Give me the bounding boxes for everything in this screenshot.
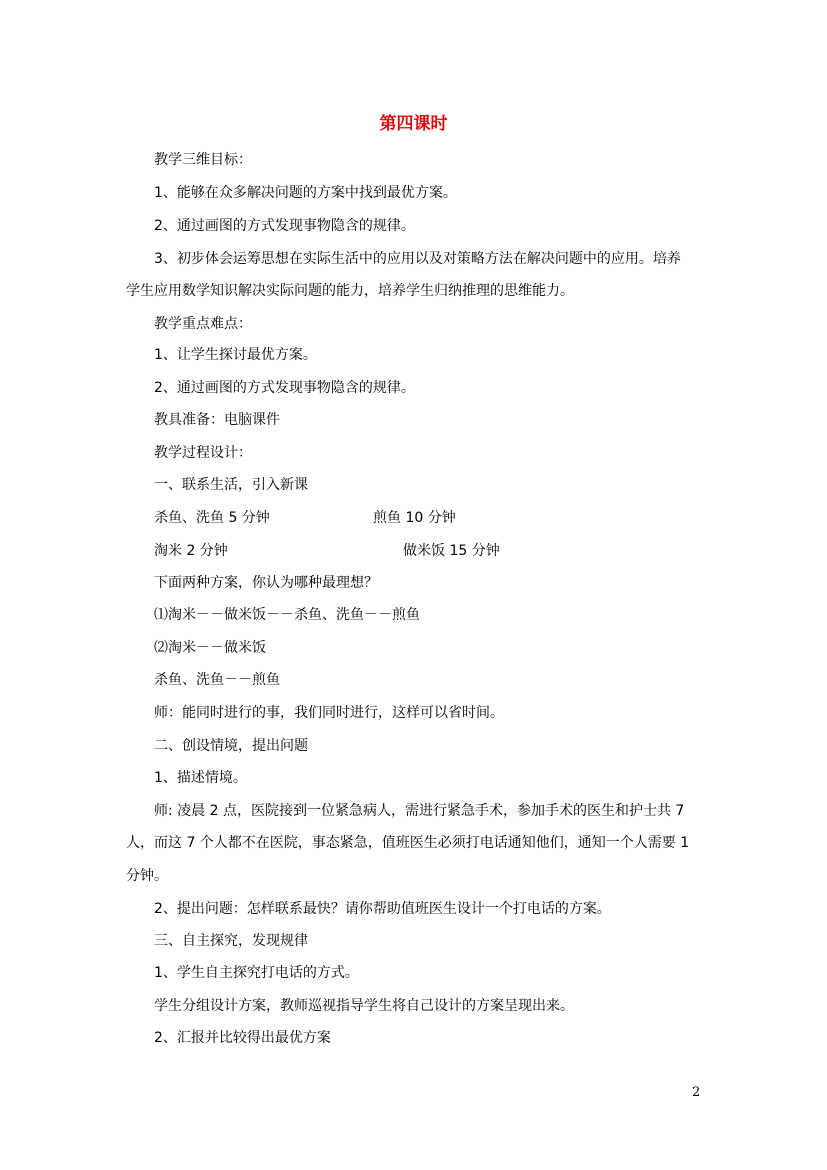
paragraph: 下面两种方案，你认为哪种最理想？ (154, 575, 378, 591)
paragraph: 教具准备：电脑课件 (154, 412, 280, 428)
paragraph: 师：能同时进行的事，我们同时进行，这样可以省时间。 (154, 705, 504, 721)
section-heading: 一、联系生活，引入新课 (154, 477, 308, 493)
task-item: 煎鱼 10 分钟 (373, 510, 456, 526)
paragraph: 1、能够在众多解决问题的方案中找到最优方案。 (154, 185, 457, 201)
paragraph-continuation: 人，而这 7 个人都不在医院，事态紧急，值班医生必须打电话通知他们，通知一个人需要 1 (126, 835, 690, 851)
paragraph: 教学重点难点： (154, 316, 252, 332)
paragraph: 2、提出问题：怎样联系最快？请你帮助值班医生设计一个打电话的方案。 (154, 901, 611, 917)
paragraph: 1、让学生探讨最优方案。 (154, 347, 317, 363)
paragraph: 1、学生自主探究打电话的方式。 (154, 965, 359, 981)
paragraph: 教学过程设计： (154, 445, 252, 461)
plan-option: ⑴淘米－－做米饭－－杀鱼、洗鱼－－煎鱼 (154, 607, 420, 623)
paragraph-continuation: 分钟。 (126, 868, 168, 884)
paragraph: 2、汇报并比较得出最优方案 (154, 1030, 331, 1046)
page-number: 2 (692, 1085, 701, 1100)
page-title: 第四课时 (379, 114, 448, 134)
task-item: 做米饭 15 分钟 (403, 543, 500, 559)
section-heading: 三、自主探究，发现规律 (154, 933, 308, 949)
paragraph: 3、初步体会运筹思想在实际生活中的应用以及对策略方法在解决问题中的应用。培养 (154, 251, 681, 267)
paragraph: 教学三维目标： (154, 152, 252, 168)
paragraph: 学生分组设计方案，教师巡视指导学生将自己设计的方案呈现出来。 (154, 998, 574, 1014)
paragraph: 师: 凌晨 2 点，医院接到一位紧急病人，需进行紧急手术，参加手术的医生和护士共 7 (154, 803, 685, 819)
task-item: 淘米 2 分钟 (154, 543, 228, 559)
plan-option: ⑵淘米－－做米饭 (154, 640, 266, 656)
plan-option: 杀鱼、洗鱼－－煎鱼 (154, 672, 280, 688)
paragraph-continuation: 学生应用数学知识解决实际问题的能力，培养学生归纳推理的思维能力。 (126, 283, 574, 299)
task-item: 杀鱼、洗鱼 5 分钟 (154, 510, 270, 526)
paragraph: 1、描述情境。 (154, 770, 247, 786)
paragraph: 2、通过画图的方式发现事物隐含的规律。 (154, 380, 415, 396)
paragraph: 2、通过画图的方式发现事物隐含的规律。 (154, 218, 415, 234)
section-heading: 二、创设情境，提出问题 (154, 738, 308, 754)
